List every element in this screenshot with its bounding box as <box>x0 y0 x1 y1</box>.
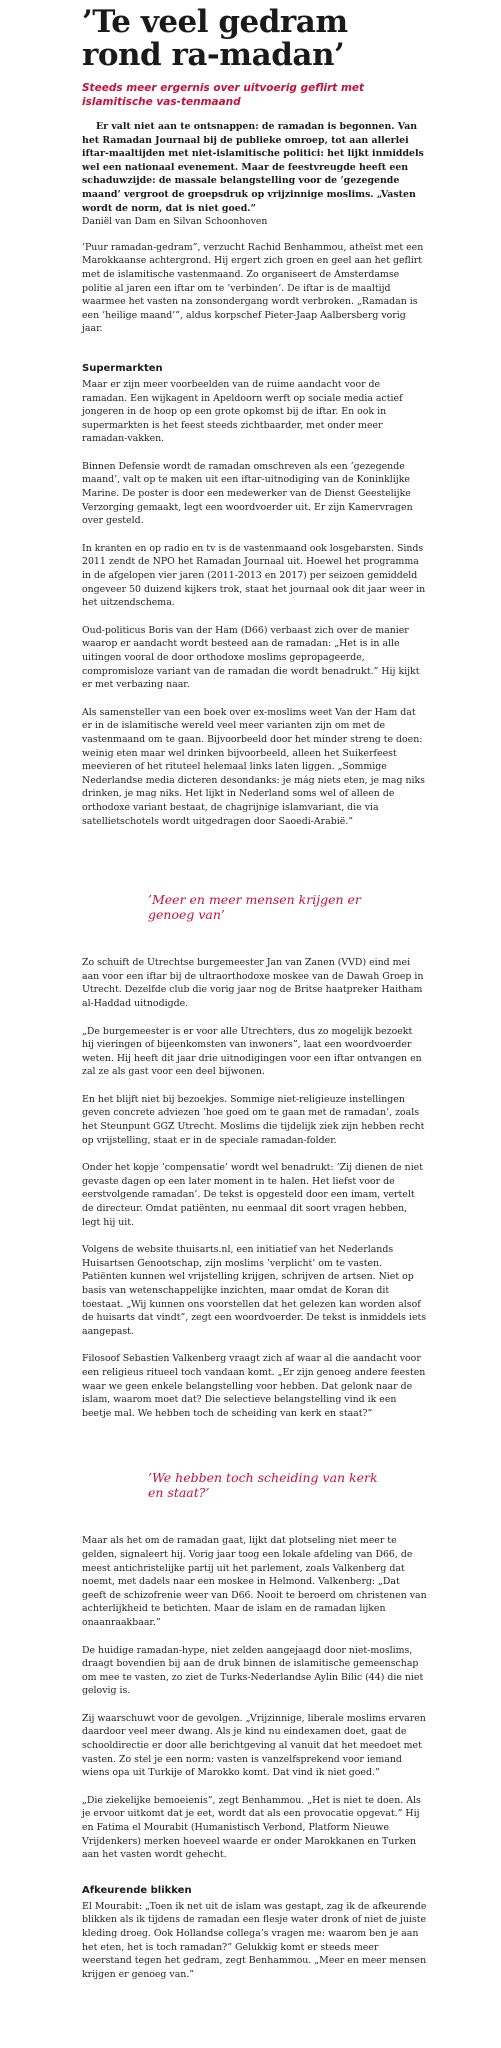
article-subtitle: Steeds meer ergernis over uitvoerig geflirt met islamitische vas-tenmaand <box>82 82 365 108</box>
paragraph: ’Puur ramadan-gedram”, verzucht Rachid Benhammou, atheïst met een Marokkaanse achtergrond. Hij ergert zich groen en geel aan het geflirt met de islamitische vastenmaand. Zo organiseert de Amsterdamse politie al jaren een iftar om te ’verbinden’. De iftar is de maaltijd waarmee het vasten na zonsondergang wordt verbroken. „Ramadan is een ’heilige maand’”, aldus korpschef Pieter-Jaap Aalbersberg vorig jaar. <box>82 241 424 335</box>
paragraph: Zo schuift de Utrechtse burgemeester Jan van Zanen (VVD) eind mei aan voor een iftar bij de ultraorthodoxe moskee van de Dawah Groep in Utrecht. Dezelfde club die vorig jaar nog de Britse haatpreker Haitham al-Haddad uitnodigde. <box>82 957 424 1009</box>
paragraph: Zij waarschuwt voor de gevolgen. „Vrijzinnige, liberale moslims ervaren daardoor veel meer dwang. Als je kind nu eindexamen doet, gaat de schooldirectie er door alle berichtgeving al vanuit dat het meedoet met vasten. Zo stel je een norm: vasten is vanzelfsprekend voor iemand wiens opa uit Turkije of Marokko komt. Dat vind ik niet goed.” <box>82 1712 426 1779</box>
paragraph: Oud-politicus Boris van der Ham (D66) verbaast zich over de manier waarop er aandacht wordt besteed aan de ramadan: „Het is in alle uitingen vooral de door orthodoxe moslims gepropageerde, compromisloze variant van de ramadan die wordt benadrukt.” Hij kijkt er met verbazing naar. <box>82 624 420 691</box>
article-title: ’Te veel gedram rond ra-madan’ <box>82 4 348 73</box>
subhead-afkeurende-blikken: Afkeurende blikken <box>82 1884 192 1896</box>
paragraph: Maar er zijn meer voorbeelden van de ruime aandacht voor de ramadan. Een wijkagent in Apeldoorn werft op sociale media actief jongeren in de hoop op een grote opkomst bij de iftar. En ook in supermarkten is het feest steeds zichtbaarder, met onder meer ramadan-vakken. <box>82 378 403 445</box>
article-lead: Er valt niet aan te ontsnappen: de ramadan is begonnen. Van het Ramadan Journaal bij de publieke omroep, tot aan allerlei iftar-maaltijden met niet-islamitische politici: het lijkt inmiddels wel een nationaal evenement. Maar de feestvreugde heeft een schaduwzijde: de massale belangstelling voor de ’gezegende maand’ vergroot de groepsdruk op vrijzinnige moslims. „Vasten wordt de norm, dat is niet goed.” <box>82 121 424 214</box>
subhead-supermarkten: Supermarkten <box>82 362 163 374</box>
paragraph: De huidige ramadan-hype, niet zelden aangejaagd door niet-moslims, draagt bovendien bij aan de druk binnen de islamitische gemeenschap om mee te vasten, zo ziet de Turks-Nederlandse Aylin Bilic (44) die niet gelovig is. <box>82 1644 424 1697</box>
paragraph: „De burgemeester is er voor alle Utrechters, dus zo mogelijk bezoekt hij vieringen of bijeenkomsten van inwoners”, laat een woordvoerder weten. Hij heeft dit jaar drie uitnodigingen voor een iftar ontvangen en zal ze als gast voor een deel bijwonen. <box>82 1025 422 1078</box>
paragraph: „Die ziekelijke bemoeienis”, zegt Benhammou. „Het is niet te doen. Als je ervoor uitkomt dat je eet, wordt dat als een provocatie opgevat.” Hij en Fatima el Mourabit (Humanistisch Verbond, Platform Nieuwe Vrijdenkers) merken hoeveel waarde er onder Marokkanen en Turken aan het vasten wordt gehecht. <box>82 1794 421 1861</box>
paragraph: En het blijft niet bij bezoekjes. Sommige niet-religieuze instellingen geven concrete adviezen ’hoe goed om te gaan met de ramadan’, zoals het Steunpunt GGZ Utrecht. Moslims die tijdelijk ziek zijn hebben recht op vrijstelling, staat er in de speciale ramadan-folder. <box>82 1093 425 1146</box>
article-byline: Daniël van Dam en Silvan Schoonhoven <box>82 216 268 228</box>
paragraph: Filosoof Sebastien Valkenberg vraagt zich af waar al die aandacht voor een religieus ritueel toch vandaan komt. „Er zijn genoeg andere feesten waar we geen enkele belangstelling voor hebben. Dat gelonk naar de islam, waarom moet dat? Die selectieve belangstelling vind ik een beetje mal. We hebben toch de scheiding van kerk en staat?” <box>82 1353 426 1419</box>
paragraph: Als samensteller van een boek over ex-moslims weet Van der Ham dat er in de islamitische wereld veel meer varianten zijn om met de vastenmaand om te gaan. Bijvoorbeeld door het minder streng te doen: weinig eten maar wel drinken bijvoorbeeld, alleen het Suikerfeest meevieren of het rituteel helemaal links laten liggen. „Sommige Nederlandse media dicteren desondanks: je mág niets eten, je mag niks drinken, je mag niks. Het lijkt in Nederland soms wel of alleen de orthodoxe variant bestaat, de chagrijnige islamvariant, die via satellietschotels wordt uitgedragen door Saoedi-Arabië.” <box>82 706 425 827</box>
paragraph: In kranten en op radio en tv is de vastenmaand ook losgebarsten. Sinds 2011 zendt de NPO het Ramadan Journaal uit. Hoewel het programma in de afgelopen vier jaren (2011-2013 en 2017) per seizoen gemiddeld ongeveer 50 duizend kijkers trok, staat het journaal ook dit jaar weer in het uitzendschema. <box>82 542 426 609</box>
paragraph: Maar als het om de ramadan gaat, lijkt dat plotseling niet meer te gelden, signaleert hij. Vorig jaar toog een lokale afdeling van D66, de meest antichristelijke partij uit het parlement, zoals Valkenberg dat noemt, met dadels naar een moskee in Helmond. Valkenberg: „Dat geeft de schizofrenie weer van D66. Nooit te beroerd om christenen van achterlijkheid te betichten. Maar de islam en de ramadan lijken onaanraakbaar.” <box>82 1535 427 1628</box>
paragraph: El Mourabit: „Toen ik net uit de islam was gestapt, zag ik de afkeurende blikken als ik tijdens de ramadan een flesje water dronk of niet de juiste kleding droeg. Ook Hollandse collega’s vragen me: waarom ben je aan het eten, het is toch ramadan?” Gelukkig komt er steeds meer weerstand tegen het gedram, zegt Benhammou. „Meer en meer mensen krijgen er genoeg van.” <box>82 1900 427 1980</box>
pull-quote: ’We hebben toch scheiding van kerk en staat?’ <box>148 1470 378 1501</box>
paragraph: Volgens de website thuisarts.nl, een initiatief van het Nederlands Huisartsen Genootschap, zijn moslims ’verplicht’ om te vasten. Patiënten kunnen wel vrijstelling krijgen, schrijven de artsen. Niet op basis van wetenschappelijke inzichten, maar omdat de Koran dit toestaat. „Wij kunnen ons voorstellen dat het gelezen kan worden alsof de huisarts dat vindt”, zegt een woordvoerder. De tekst is inmiddels iets aangepast. <box>82 1244 427 1337</box>
paragraph: Onder het kopje ’compensatie’ wordt wel benadrukt: ’Zij dienen de niet gevaste dagen op een later moment in te halen. Het liefst voor de eerstvolgende ramadan’. De tekst is opgesteld door een imam, vertelt de directeur. Omdat patiënten, nu eenmaal dit soort vragen hebben, legt hij uit. <box>82 1162 424 1228</box>
pull-quote: ’Meer en meer mensen krijgen er genoeg van’ <box>148 892 361 923</box>
paragraph: Binnen Defensie wordt de ramadan omschreven als een ’gezegende maand’, valt op te maken uit een iftar-uitnodiging van de Koninklijke Marine. De poster is door een medewerker van de Dienst Geestelijke Verzorging gemaakt, legt een woordvoerder uit. Er zijn Kamervragen over gesteld. <box>82 460 413 527</box>
